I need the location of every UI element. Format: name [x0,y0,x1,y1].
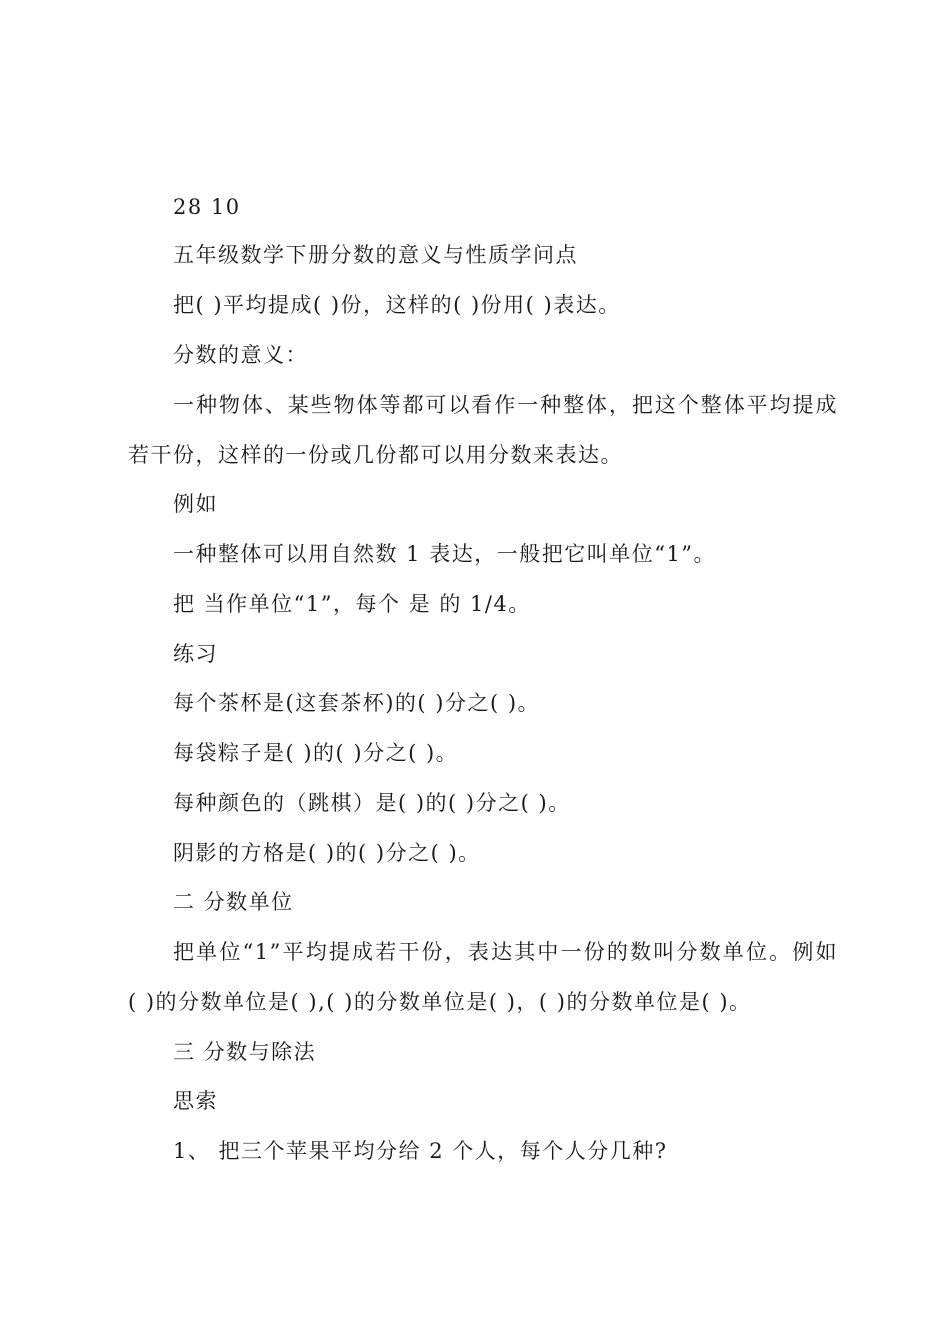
page-number-text: 28 10 [173,195,241,219]
paragraph-line: 把( )平均提成( )份，这样的( )份用( )表达。 [173,293,621,317]
section-heading: 二 分数单位 [173,890,294,914]
exercise-line: 每个茶杯是(这套茶杯)的( )分之( )。 [173,691,541,715]
section-heading: 例如 [173,492,218,516]
exercise-line: 每种颜色的（跳棋）是( )的( )分之( )。 [173,791,571,815]
document-title: 五年级数学下册分数的意义与性质学问点 [173,243,578,267]
exercise-line: 阴影的方格是( )的( )分之( )。 [173,841,481,865]
section-heading: 分数的意义： [173,343,308,367]
section-heading: 三 分数与除法 [173,1040,317,1064]
paragraph-line: ( )的分数单位是( ),( )的分数单位是( )，( )的分数单位是( )。 [128,990,752,1014]
paragraph-line: 一种整体可以用自然数 1 表达，一般把它叫单位“1”。 [173,542,717,566]
paragraph-line: 一种物体、某些物体等都可以看作一种整体，把这个整体平均提成 [173,393,838,417]
exercise-line: 每袋粽子是( )的( )分之( )。 [173,741,459,765]
paragraph-line: 把单位“1”平均提成若干份，表达其中一份的数叫分数单位。例如 [173,940,838,964]
section-heading: 练习 [173,642,218,666]
section-heading: 思索 [173,1089,218,1113]
question-line: 1、 把三个苹果平均分给 2 个人，每个人分几种? [173,1139,668,1163]
paragraph-line: 把 当作单位“1”，每个 是 的 1/4。 [173,592,531,616]
paragraph-line: 若干份，这样的一份或几份都可以用分数来表达。 [128,443,623,467]
